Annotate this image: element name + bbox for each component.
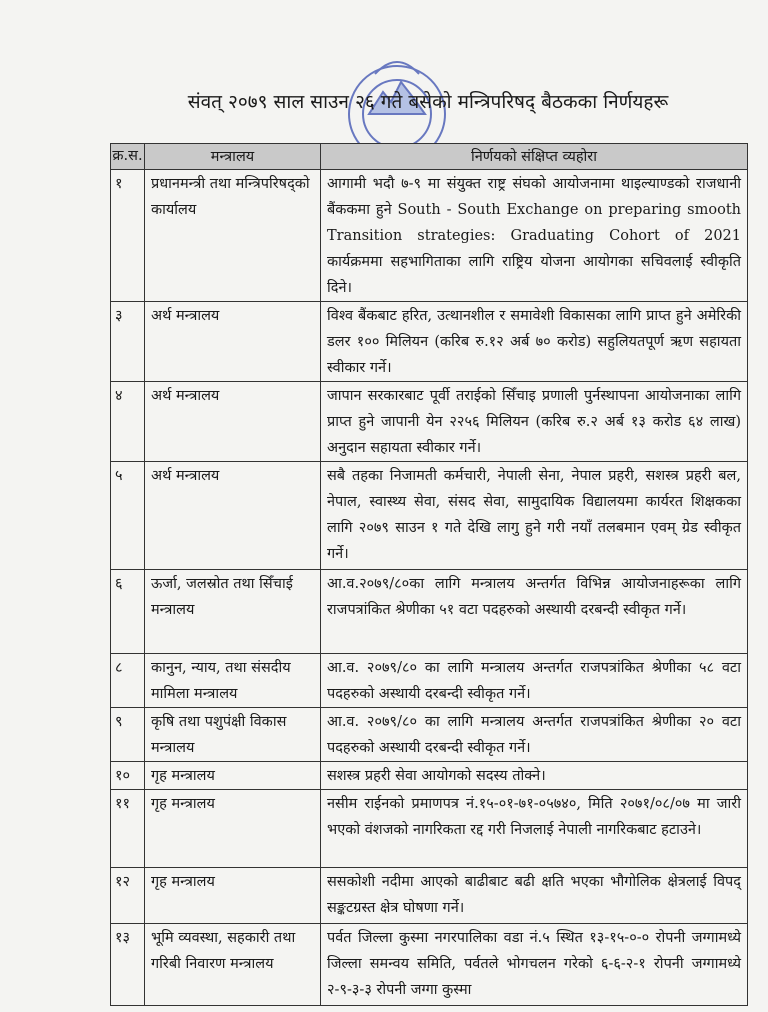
decision-cell: नसीम राईनको प्रमाणपत्र नं.१५-०१-७१-०५७४०, मिति २०७१/०८/०७ मा जारी भएको वंशजको नागरिकता रद्द गरी निजलाई नेपाली नागरिकबाट हटाउने।: [321, 790, 748, 868]
serial-cell: १: [111, 170, 145, 302]
table-row: [111, 762, 748, 790]
table-row: [111, 924, 748, 1006]
serial-cell: ११: [111, 790, 145, 868]
decision-cell: ससकोशी नदीमा आएको बाढीबाट बढी क्षति भएका भौगोलिक क्षेत्रलाई विपद् सङ्कटग्रस्त क्षेत्र घोषणा गर्ने।: [321, 868, 748, 924]
ministry-cell: गृह मन्त्रालय: [145, 790, 321, 868]
ministry-cell: कृषि तथा पशुपंक्षी विकास मन्त्रालय: [145, 708, 321, 762]
decisions-table: [110, 143, 748, 1006]
table-row: [111, 170, 748, 302]
ministry-cell: ऊर्जा, जलस्रोत तथा सिँचाई मन्त्रालय: [145, 570, 321, 654]
ministry-cell: कानुन, न्याय, तथा संसदीय मामिला मन्त्रालय: [145, 654, 321, 708]
serial-cell: ८: [111, 654, 145, 708]
serial-cell: १३: [111, 924, 145, 1006]
table-row: [111, 868, 748, 924]
decision-cell: विश्व बैंकबाट हरित, उत्थानशील र समावेशी विकासका लागि प्राप्त हुने अमेरिकी डलर १०० मिलियन (करिब रु.१२ अर्ब ७० करोड) सहुलियतपूर्ण ऋण सहायता स्वीकार गर्ने।: [321, 302, 748, 382]
table-row: [111, 570, 748, 654]
serial-cell: ४: [111, 382, 145, 462]
table-row: [111, 790, 748, 868]
table-row: [111, 708, 748, 762]
table-row: [111, 654, 748, 708]
decision-cell: आ.व. २०७९/८० का लागि मन्त्रालय अन्तर्गत राजपत्रांकित श्रेणीका २० वटा पदहरुको अस्थायी दरबन्दी स्वीकृत गर्ने।: [321, 708, 748, 762]
page-title: संवत् २०७९ साल साउन २६ गते बसेको मन्त्रिपरिषद् बैठकका निर्णयहरू: [187, 91, 669, 113]
serial-cell: १०: [111, 762, 145, 790]
decision-cell: आ.व. २०७९/८० का लागि मन्त्रालय अन्तर्गत राजपत्रांकित श्रेणीका ५८ वटा पदहरुको अस्थायी दरबन्दी स्वीकृत गर्ने।: [321, 654, 748, 708]
serial-cell: ९: [111, 708, 145, 762]
ministry-cell: अर्थ मन्त्रालय: [145, 382, 321, 462]
ministry-cell: अर्थ मन्त्रालय: [145, 462, 321, 570]
header-serial: क्र.स.: [111, 144, 145, 170]
table-header-row: [111, 144, 748, 170]
ministry-cell: भूमि व्यवस्था, सहकारी तथा गरिबी निवारण मन्त्रालय: [145, 924, 321, 1006]
serial-cell: ६: [111, 570, 145, 654]
table-row: [111, 302, 748, 382]
decision-cell: सबै तहका निजामती कर्मचारी, नेपाली सेना, नेपाल प्रहरी, सशस्त्र प्रहरी बल, नेपाल, स्वास्थ्य सेवा, संसद सेवा, सामुदायिक विद्यालयमा कार्यरत शिक्षकका लागि २०७९ साउन १ गते देखि लागु हुने गरी नयाँ तलबमान एवम् ग्रेड स्वीकृत गर्ने।: [321, 462, 748, 570]
header-ministry: मन्त्रालय: [145, 144, 321, 170]
decision-cell: जापान सरकारबाट पूर्वी तराईको सिँचाइ प्रणाली पुर्नस्थापना आयोजनाका लागि प्राप्त हुने जापानी येन २२५६ मिलियन (करिब रु.२ अर्ब १३ करोड ६४ लाख) अनुदान सहायता स्वीकार गर्ने।: [321, 382, 748, 462]
ministry-cell: अर्थ मन्त्रालय: [145, 302, 321, 382]
serial-cell: ३: [111, 302, 145, 382]
ministry-cell: गृह मन्त्रालय: [145, 762, 321, 790]
decision-cell: आगामी भदौ ७-९ मा संयुक्त राष्ट्र संघको आयोजनामा थाइल्याण्डको राजधानी बैंककमा हुने South - South Exchange on preparing smooth Transition strategies: Graduating Cohort of 2021 कार्यक्रममा सहभागिताका लागि राष्ट्रिय योजना आयोगका सचिवलाई स्वीकृति दिने।: [321, 170, 748, 302]
serial-cell: ५: [111, 462, 145, 570]
header-decision: निर्णयको संक्षिप्त व्यहोरा: [321, 144, 748, 170]
table-row: [111, 462, 748, 570]
serial-cell: १२: [111, 868, 145, 924]
table-row: [111, 382, 748, 462]
decision-cell: आ.व.२०७९/८०का लागि मन्त्रालय अन्तर्गत विभिन्न आयोजनाहरूका लागि राजपत्रांकित श्रेणीका ५१ वटा पदहरुको अस्थायी दरबन्दी स्वीकृत गर्ने।: [321, 570, 748, 654]
ministry-cell: प्रधानमन्त्री तथा मन्त्रिपरिषद्को कार्यालय: [145, 170, 321, 302]
ministry-cell: गृह मन्त्रालय: [145, 868, 321, 924]
decision-cell: पर्वत जिल्ला कुस्मा नगरपालिका वडा नं.५ स्थित १३-१५-०-० रोपनी जग्गामध्ये जिल्ला समन्वय समिति, पर्वतले भोगचलन गरेको ६-६-२-१ रोपनी जग्गामध्ये २-९-३-३ रोपनी जग्गा कुस्मा: [321, 924, 748, 1006]
decision-cell: सशस्त्र प्रहरी सेवा आयोगको सदस्य तोक्ने।: [321, 762, 748, 790]
